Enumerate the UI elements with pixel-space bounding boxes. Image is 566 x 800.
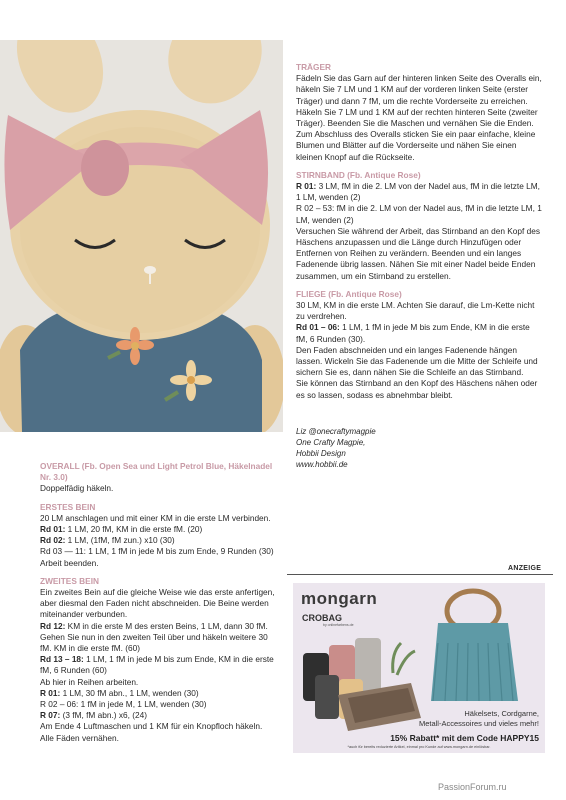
- zweites-bein-heading: ZWEITES BEIN: [40, 575, 100, 586]
- advertisement[interactable]: [293, 583, 545, 753]
- zweites-end: Am Ende 4 Luftmaschen und 1 KM für ein Knopfloch häkeln. Alle Fäden vernähen.: [40, 721, 263, 743]
- bunny-illustration: [0, 40, 283, 432]
- ad-fine-print: *auch für bereits reduzierte Artikel, einmal pro Kunde auf www.mongarn.de einlösbar.: [347, 745, 491, 749]
- fliege-heading: FLIEGE (Fb. Antique Rose): [296, 288, 402, 299]
- ad-tagline: Häkelsets, Cordgarne, Metall-Accessoires und vieles mehr!: [418, 709, 539, 728]
- credits: [296, 426, 536, 470]
- credit-website[interactable]: www.hobbii.de: [296, 460, 348, 469]
- left-column: [40, 461, 276, 744]
- ad-label: ANZEIGE: [508, 565, 542, 572]
- crobag-logo: CROBAG: [302, 613, 342, 623]
- zweites-rows: Ab hier in Reihen arbeiten.: [40, 676, 139, 687]
- erstes-end: Arbeit beenden.: [40, 557, 99, 568]
- stirnband-body: Versuchen Sie während der Arbeit, das Stirnband an den Kopf des Häschens anzupassen und die Länge durch Hinzufügen oder Entfernen von Reihen zu verändern. Beenden und ein langes Fadenende übrig lassen. Nähen Sie mit einer Nadel beide Enden zusammen, um ein Stirnband zu erstellen.: [296, 225, 541, 281]
- traeger-text-1: Fädeln Sie das Garn auf der hinteren linken Seite des Overalls ein, häkeln Sie 7 LM und 1 KM auf der vorderen linken Seite (erster Träger) und dann 7 fM, um die rechte Vorderseite zu erreichen. Häkeln Sie 7 LM und 1 KM auf der rechten hinteren Seite (zweiter Träger). Beenden Sie die Maschen und vernähen Sie die Enden.: [296, 73, 542, 129]
- stirnband-r02: R 02 – 53: fM in die 2. LM von der Nadel aus, fM in die letzte LM, 1 LM, wenden (2): [296, 203, 542, 225]
- stirnband-heading: STIRNBAND (Fb. Antique Rose): [296, 169, 421, 180]
- fliege-body-2: Sie können das Stirnband an den Kopf des Häschens nähen oder es so lassen, sodass es abnehmbar bleibt.: [296, 378, 538, 400]
- zweites-rd13: Rd 13 – 18: 1 LM, 1 fM in jede M bis zum Ende, KM in die erste fM, 6 Runden (60): [40, 654, 274, 676]
- bunny-photo: [0, 40, 283, 432]
- ad-frame: [287, 574, 553, 759]
- erstes-bein-heading: ERSTES BEIN: [40, 501, 96, 512]
- credit-author: Liz @onecraftymagpie: [296, 427, 376, 436]
- fliege-intro: 30 LM, KM in die erste LM. Achten Sie darauf, die Lm-Kette nicht zu verdrehen.: [296, 300, 535, 322]
- watermark: PassionForum.ru: [438, 782, 507, 792]
- zweites-r01: R 01: 1 LM, 30 fM abn., 1 LM, wenden (30): [40, 687, 199, 698]
- stirnband-r01: R 01: 3 LM, fM in die 2. LM von der Nadel aus, fM in die letzte LM, 1 LM, wenden (2): [296, 181, 540, 203]
- mongarn-logo: mongarn: [301, 589, 378, 608]
- fliege-rd: Rd 01 – 06: 1 LM, 1 fM in jede M bis zum Ende, KM in die erste fM, 6 Runden (30).: [296, 322, 530, 344]
- credit-company: One Crafty Magpie,: [296, 438, 366, 447]
- overall-text: Doppelfädig häkeln.: [40, 483, 114, 494]
- credit-design: Hobbii Design: [296, 449, 346, 458]
- fliege-body-1: Den Faden abschneiden und ein langes Fadenende hängen lassen. Wickeln Sie das Fadenende um die Mitte der Schleife und sichern Sie es, dann nähen Sie die Schleife an das Stirnband.: [296, 344, 538, 378]
- right-column: [296, 62, 542, 401]
- zweites-rd12: Rd 12: KM in die erste M des ersten Beins, 1 LM, dann 30 fM. Gehen Sie nun in den zweiten Teil über und häkeln weitere 30 fM. KM in die erste fM. (60): [40, 620, 268, 654]
- erstes-rd03: Rd 03 — 11: 1 LM, 1 fM in jede M bis zum Ende, 9 Runden (30): [40, 546, 274, 557]
- ad-discount-code: 15% Rabatt* mit dem Code HAPPY15: [390, 733, 539, 743]
- zweites-intro: Ein zweites Bein auf die gleiche Weise wie das erste anfertigen, aber diesmal den Faden nicht abschneiden. Die Beine werden miteinander verbunden.: [40, 587, 275, 620]
- traeger-heading: TRÄGER: [296, 62, 332, 72]
- overall-heading: OVERALL (Fb. Open Sea und Light Petrol Blue, Häkelnadel Nr. 3.0): [40, 461, 273, 483]
- crobag-sub: by onlinefarbens.de: [323, 623, 354, 627]
- erstes-intro: 20 LM anschlagen und mit einer KM in die erste LM verbinden.: [40, 512, 271, 523]
- erstes-rd02: Rd 02: 1 LM, (1fM, fM zun.) x10 (30): [40, 535, 175, 546]
- erstes-rd01: Rd 01: 1 LM, 20 fM, KM in die erste fM. (20): [40, 524, 203, 535]
- traeger-text-2: Zum Abschluss des Overalls sticken Sie ein paar einfache, kleine Blumen und Blätter auf die Vorderseite und nähen Sie einen kleinen Knopf auf die Rückseite.: [296, 129, 536, 162]
- zweites-r07: R 07: (3 fM, fM abn.) x6, (24): [40, 710, 147, 721]
- zweites-r02: R 02 – 06: 1 fM in jede M, 1 LM, wenden (30): [40, 699, 207, 710]
